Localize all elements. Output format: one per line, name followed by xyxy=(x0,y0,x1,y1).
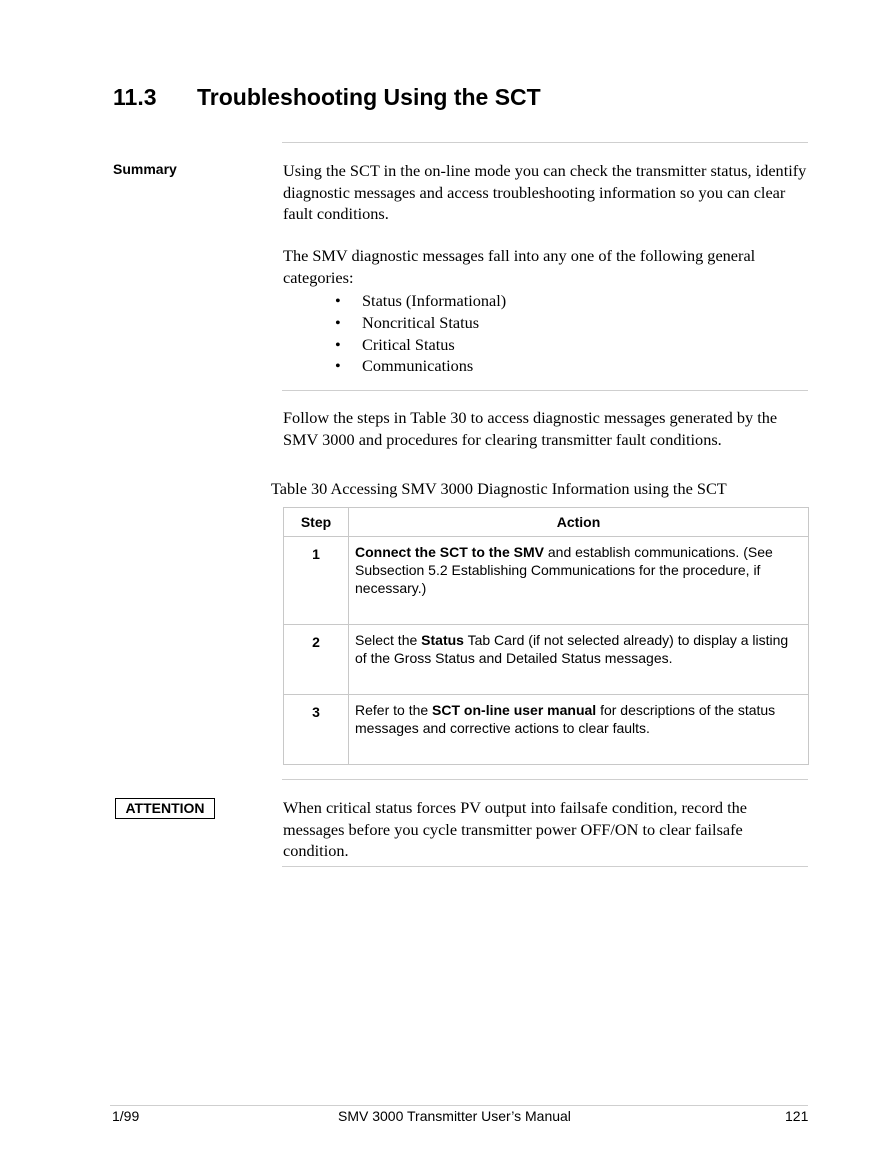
list-item: • Communications xyxy=(283,355,683,377)
list-item: • Noncritical Status xyxy=(283,312,683,334)
category-list xyxy=(283,290,683,377)
summary-intro-text: Using the SCT in the on-line mode you can check the transmitter status, identify diagnostic messages and access troubleshooting information so you can clear fault conditions. xyxy=(283,161,807,223)
action-text-pre: Select the xyxy=(355,632,422,648)
footer-title: SMV 3000 Transmitter User’s Manual xyxy=(338,1108,571,1124)
step-action xyxy=(349,695,809,765)
action-emphasis: SCT on-line user manual xyxy=(432,702,597,718)
action-text-pre: Refer to the xyxy=(355,702,433,718)
divider xyxy=(282,866,808,867)
footer-divider xyxy=(110,1105,808,1106)
column-header-action: Action xyxy=(349,508,809,537)
attention-text: When critical status forces PV output into failsafe condition, record the messages before you cycle transmitter power OFF/ON to clear failsafe condition. xyxy=(283,798,748,860)
divider xyxy=(282,779,808,780)
table-row xyxy=(284,625,809,695)
categories-intro xyxy=(283,245,808,288)
list-item: • Status (Informational) xyxy=(283,290,683,312)
summary-intro xyxy=(283,160,808,225)
attention-badge: ATTENTION xyxy=(115,798,215,819)
follow-steps-text: Follow the steps in Table 30 to access diagnostic messages generated by the SMV 3000 and procedures for clearing transmitter fault conditions. xyxy=(283,408,778,449)
step-number: 1 xyxy=(284,537,349,625)
divider xyxy=(282,142,808,143)
steps-table xyxy=(283,507,809,765)
action-text: and establish communications. (See Subsection 5.2 Establishing Communications for the procedure, if necessary.) xyxy=(355,544,773,596)
summary-label: Summary xyxy=(113,161,177,177)
section-title: Troubleshooting Using the SCT xyxy=(197,84,541,110)
follow-steps xyxy=(283,407,808,450)
table-row xyxy=(284,695,809,765)
action-text: for descriptions of the status messages and corrective actions to clear faults. xyxy=(355,702,776,736)
action-emphasis: Status xyxy=(421,632,464,648)
list-item: • Critical Status xyxy=(283,334,683,356)
section-heading xyxy=(113,84,541,111)
categories-intro-text: The SMV diagnostic messages fall into any one of the following general categories: xyxy=(283,246,756,287)
footer-date: 1/99 xyxy=(112,1108,140,1124)
action-text: Tab Card (if not selected already) to display a listing of the Gross Status and Detailed Status messages. xyxy=(355,632,789,666)
page-number: 121 xyxy=(785,1108,809,1124)
table-caption: Table 30 Accessing SMV 3000 Diagnostic Information using the SCT xyxy=(271,479,727,498)
step-number: 2 xyxy=(284,625,349,695)
step-number: 3 xyxy=(284,695,349,765)
table-header-row xyxy=(284,508,809,537)
action-emphasis: Connect the SCT to the SMV xyxy=(355,544,544,560)
attention-note xyxy=(283,797,808,862)
step-action xyxy=(349,537,809,625)
table-row xyxy=(284,537,809,625)
column-header-step: Step xyxy=(284,508,349,537)
section-number: 11.3 xyxy=(113,84,157,110)
step-action xyxy=(349,625,809,695)
divider xyxy=(282,390,808,391)
